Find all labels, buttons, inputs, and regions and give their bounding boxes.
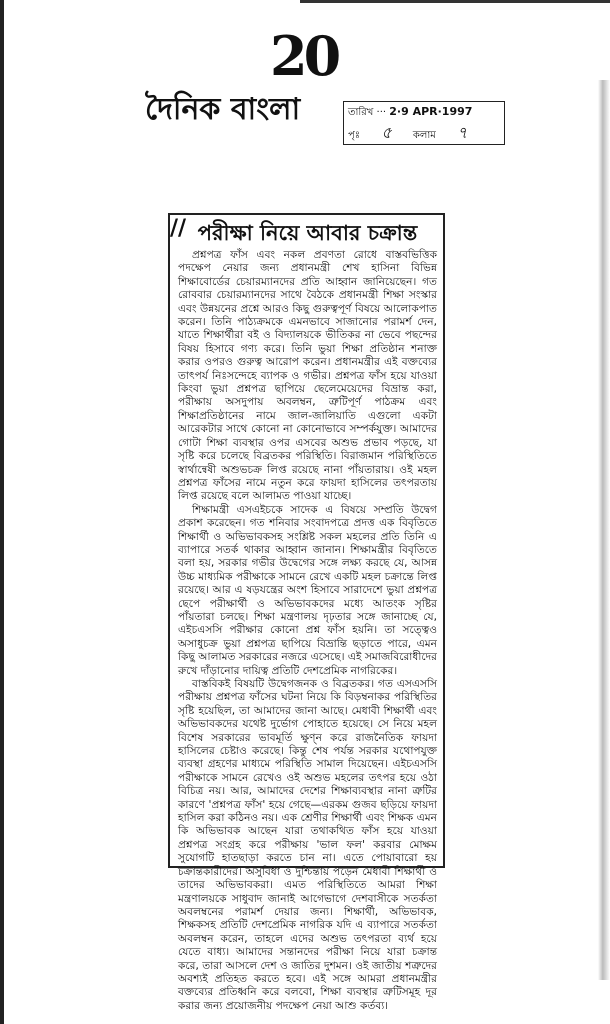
stamp-date: 2·9 APR·1997 (389, 105, 473, 118)
stamp-page-label: পৃঃ (348, 130, 361, 141)
handwritten-page-number: 20 (270, 24, 338, 88)
editorial-article (168, 213, 445, 1012)
article-body (178, 249, 437, 1013)
article-paragraph: প্রশ্নপত্র ফাঁস এবং নকল প্রবণতা রোধে বাস্তবভিত্তিক পদক্ষেপ নেয়ার জন্য প্রধানমন্ত্রী শেখ হাসিনা বিভিন্ন শিক্ষাবোর্ডের চেয়ারম্যানদের প্রতি আহ্বান জানিয়েছেন। গত রোববার চেয়ারম্যানদের সাথে বৈঠকে প্রধানমন্ত্রী শিক্ষা সংস্কার এবং উন্নয়নের প্রশ্নে আরও কিছু গুরুত্বপূর্ণ বিষয়ে আলোকপাত করেন। তিনি পাঠ্যক্রমকে এমনভাবে সাজানোর পরামর্শ দেন, যাতে শিক্ষার্থীরা বই ও বিদ্যালয়কে ভীতিকর না ভেবে পছন্দের বিষয় হিসাবে গণ্য করে। তিনি ভুয়া শিক্ষা প্রতিষ্ঠান শনাক্ত করার ওপরও গুরুত্ব আরোপ করেন। প্রধানমন্ত্রীর এই বক্তব্যের তাৎপর্য নিঃসন্দেহে ব্যাপক ও গভীর। প্রশ্নপত্র ফাঁস হয়ে যাওয়া কিংবা ভুয়া প্রশ্নপত্র ছাপিয়ে ছেলেমেয়েদের বিভ্রান্ত করা, পরীক্ষায় অসদুপায় অবলম্বন, ত্রুটিপূর্ণ পাঠক্রম এবং শিক্ষাপ্রতিষ্ঠানের নামে জাল-জালিয়াতি এগুলো একটা আরেকটার সাথে কোনো না কোনোভাবে সম্পর্কযুক্ত। আমাদের গোটা শিক্ষা ব্যবস্থার ওপর এসবের অশুভ প্রভাব পড়ছে, যা সৃষ্টি করে চলেছে বিব্রতকর পরিস্থিতি। বিরাজমান পরিস্থিতিতে স্বার্থান্বেষী অশুভচক্র লিপ্ত রয়েছে নানা পাঁয়তারায়। ওই মহল প্রশ্নপত্র ফাঁসের নামে নতুন করে ফায়দা হাসিলের তৎপরতায় লিপ্ত রয়েছে বলে আলামত পাওয়া যাচ্ছে। (178, 249, 437, 503)
stamp-page-value: ৫ (381, 123, 392, 142)
date-stamp: তারিখ ··· 2·9 APR·1997 পৃঃ ৫ কলাম ৭ (343, 101, 505, 145)
newspaper-masthead: দৈনিক বাংলা (145, 92, 301, 127)
article-paragraph: শিক্ষামন্ত্রী এসএইচকে সাদেক এ বিষয়ে সম্প্রতি উদ্বেগ প্রকাশ করেছেন। গত শনিবার সংবাদপত্রে প্রদত্ত এক বিবৃতিতে শিক্ষার্থী ও অভিভাবকসহ সংশ্লিষ্ট সকল মহলের প্রতি তিনি এ ব্যাপারে সতর্ক থাকার আহ্বান জানান। শিক্ষামন্ত্রীর বিবৃতিতে বলা হয়, সরকার গভীর উদ্বেগের সঙ্গে লক্ষ্য করছে যে, আসন্ন উচ্চ মাধ্যমিক পরীক্ষাকে সামনে রেখে একটি মহল চক্রান্তে লিপ্ত রয়েছে। আর এ ষড়যন্ত্রের অংশ হিসাবে সারাদেশে ভুয়া প্রশ্নপত্র ছেপে পরীক্ষার্থী ও অভিভাবকদের মধ্যে আতংক সৃষ্টির পাঁয়তারা চলছে। শিক্ষা মন্ত্রণালয় দৃঢ়তার সঙ্গে জানাচ্ছে যে, এইচএসসি পরীক্ষার কোনো প্রশ্ন ফাঁস হয়নি। তা সত্ত্বেও অসাধুচক্র ভুয়া প্রশ্নপত্র ছাপিয়ে বিভ্রান্তি ছড়াতে পারে, এমন কিছু আলামত সরকারের নজরে এসেছে। এই সমাজবিরোধীদের রুখে দাঁড়ানোর দায়িত্ব প্রতিটি দেশপ্রেমিক নাগরিকের। (178, 503, 437, 677)
article-headline: পরীক্ষা নিয়ে আবার চক্রান্ত (197, 221, 418, 245)
stamp-column-value: ৭ (456, 123, 468, 142)
scan-edge-left (0, 0, 4, 1024)
stamp-column-label: কলাম (412, 130, 436, 141)
scan-edge-right (598, 80, 610, 980)
stamp-date-label: তারিখ (348, 107, 374, 118)
scan-edge-top (300, 0, 610, 3)
pen-mark-icon: // (170, 216, 187, 241)
article-paragraph: বাস্তবিকই বিষয়টি উদ্বেগজনক ও বিব্রতকর। গত এসএসসি পরীক্ষায় প্রশ্নপত্র ফাঁসের ঘটনা নিয়ে কি বিড়ম্বনাকর পরিস্থিতির সৃষ্টি হয়েছিল, তা আমাদের জানা আছে। মেধাবী শিক্ষার্থী এবং অভিভাবকদের যথেষ্ট দুর্ভোগ পোহাতে হয়েছে। সে নিয়ে মহল বিশেষ সরকারের ভাবমূর্তি ক্ষুণ্ন করে রাজনৈতিক ফায়দা হাসিলের চেষ্টাও করেছে। কিন্তু শেষ পর্যন্ত সরকার যথোপযুক্ত ব্যবস্থা গ্রহণের মাধ্যমে পরিস্থিতি সামাল দিয়েছেন। এইচএসসি পরীক্ষাকে সামনে রেখেও ওই অশুভ মহলের তৎপর হয়ে ওঠা বিচিত্র নয়। আর, আমাদের দেশের শিক্ষাব্যবস্থার নানা ত্রুটির কারণে 'প্রশ্নপত্র ফাঁস' হয়ে গেছে—এরকম গুজব ছড়িয়ে ফায়দা হাসিল করা কঠিনও নয়। এক শ্রেণীর শিক্ষার্থী এবং শিক্ষক এমন কি অভিভাবক আছেন যারা তথাকথিত ফাঁস হয়ে যাওয়া প্রশ্নপত্র সংগ্রহ করে পরীক্ষায় 'ভাল ফল' করবার মোক্ষম সুযোগটি হাতছাড়া করতে চান না। এতে পোয়াবারো হয় চক্রান্তকারীদের। অসুবিধা ও দুশ্চিন্তায় পড়েন মেধাবী শিক্ষার্থী ও তাদের অভিভাবকরা। এমত পরিস্থিতিতে আমরা শিক্ষা মন্ত্রণালয়কে সাধুবাদ জানাই আগেভাগে দেশবাসীকে সতর্কতা অবলম্বনের পরামর্শ দেয়ার জন্য। শিক্ষার্থী, অভিভাবক, শিক্ষকসহ প্রতিটি দেশপ্রেমিক নাগরিক যদি এ ব্যাপারে সতর্কতা অবলম্বন করেন, তাহলে এদের অশুভ তৎপরতা ব্যর্থ হয়ে যেতে বাধ্য। আমাদের সন্তানদের পরীক্ষা নিয়ে যারা চক্রান্ত করে, তারা আসলে দেশ ও জাতির দুশমন। ওই জাতীয় শত্রুদের অবশ্যই প্রতিহত করতে হবে। এই সঙ্গে আমরা প্রধানমন্ত্রীর বক্তব্যের প্রতিধ্বনি করে বলবো, শিক্ষা ব্যবস্থার ত্রুটিসমূহ দূর করার জন্য প্রয়োজনীয় পদক্ষেপ নেয়া আশু কর্তব্য। (178, 678, 437, 1012)
